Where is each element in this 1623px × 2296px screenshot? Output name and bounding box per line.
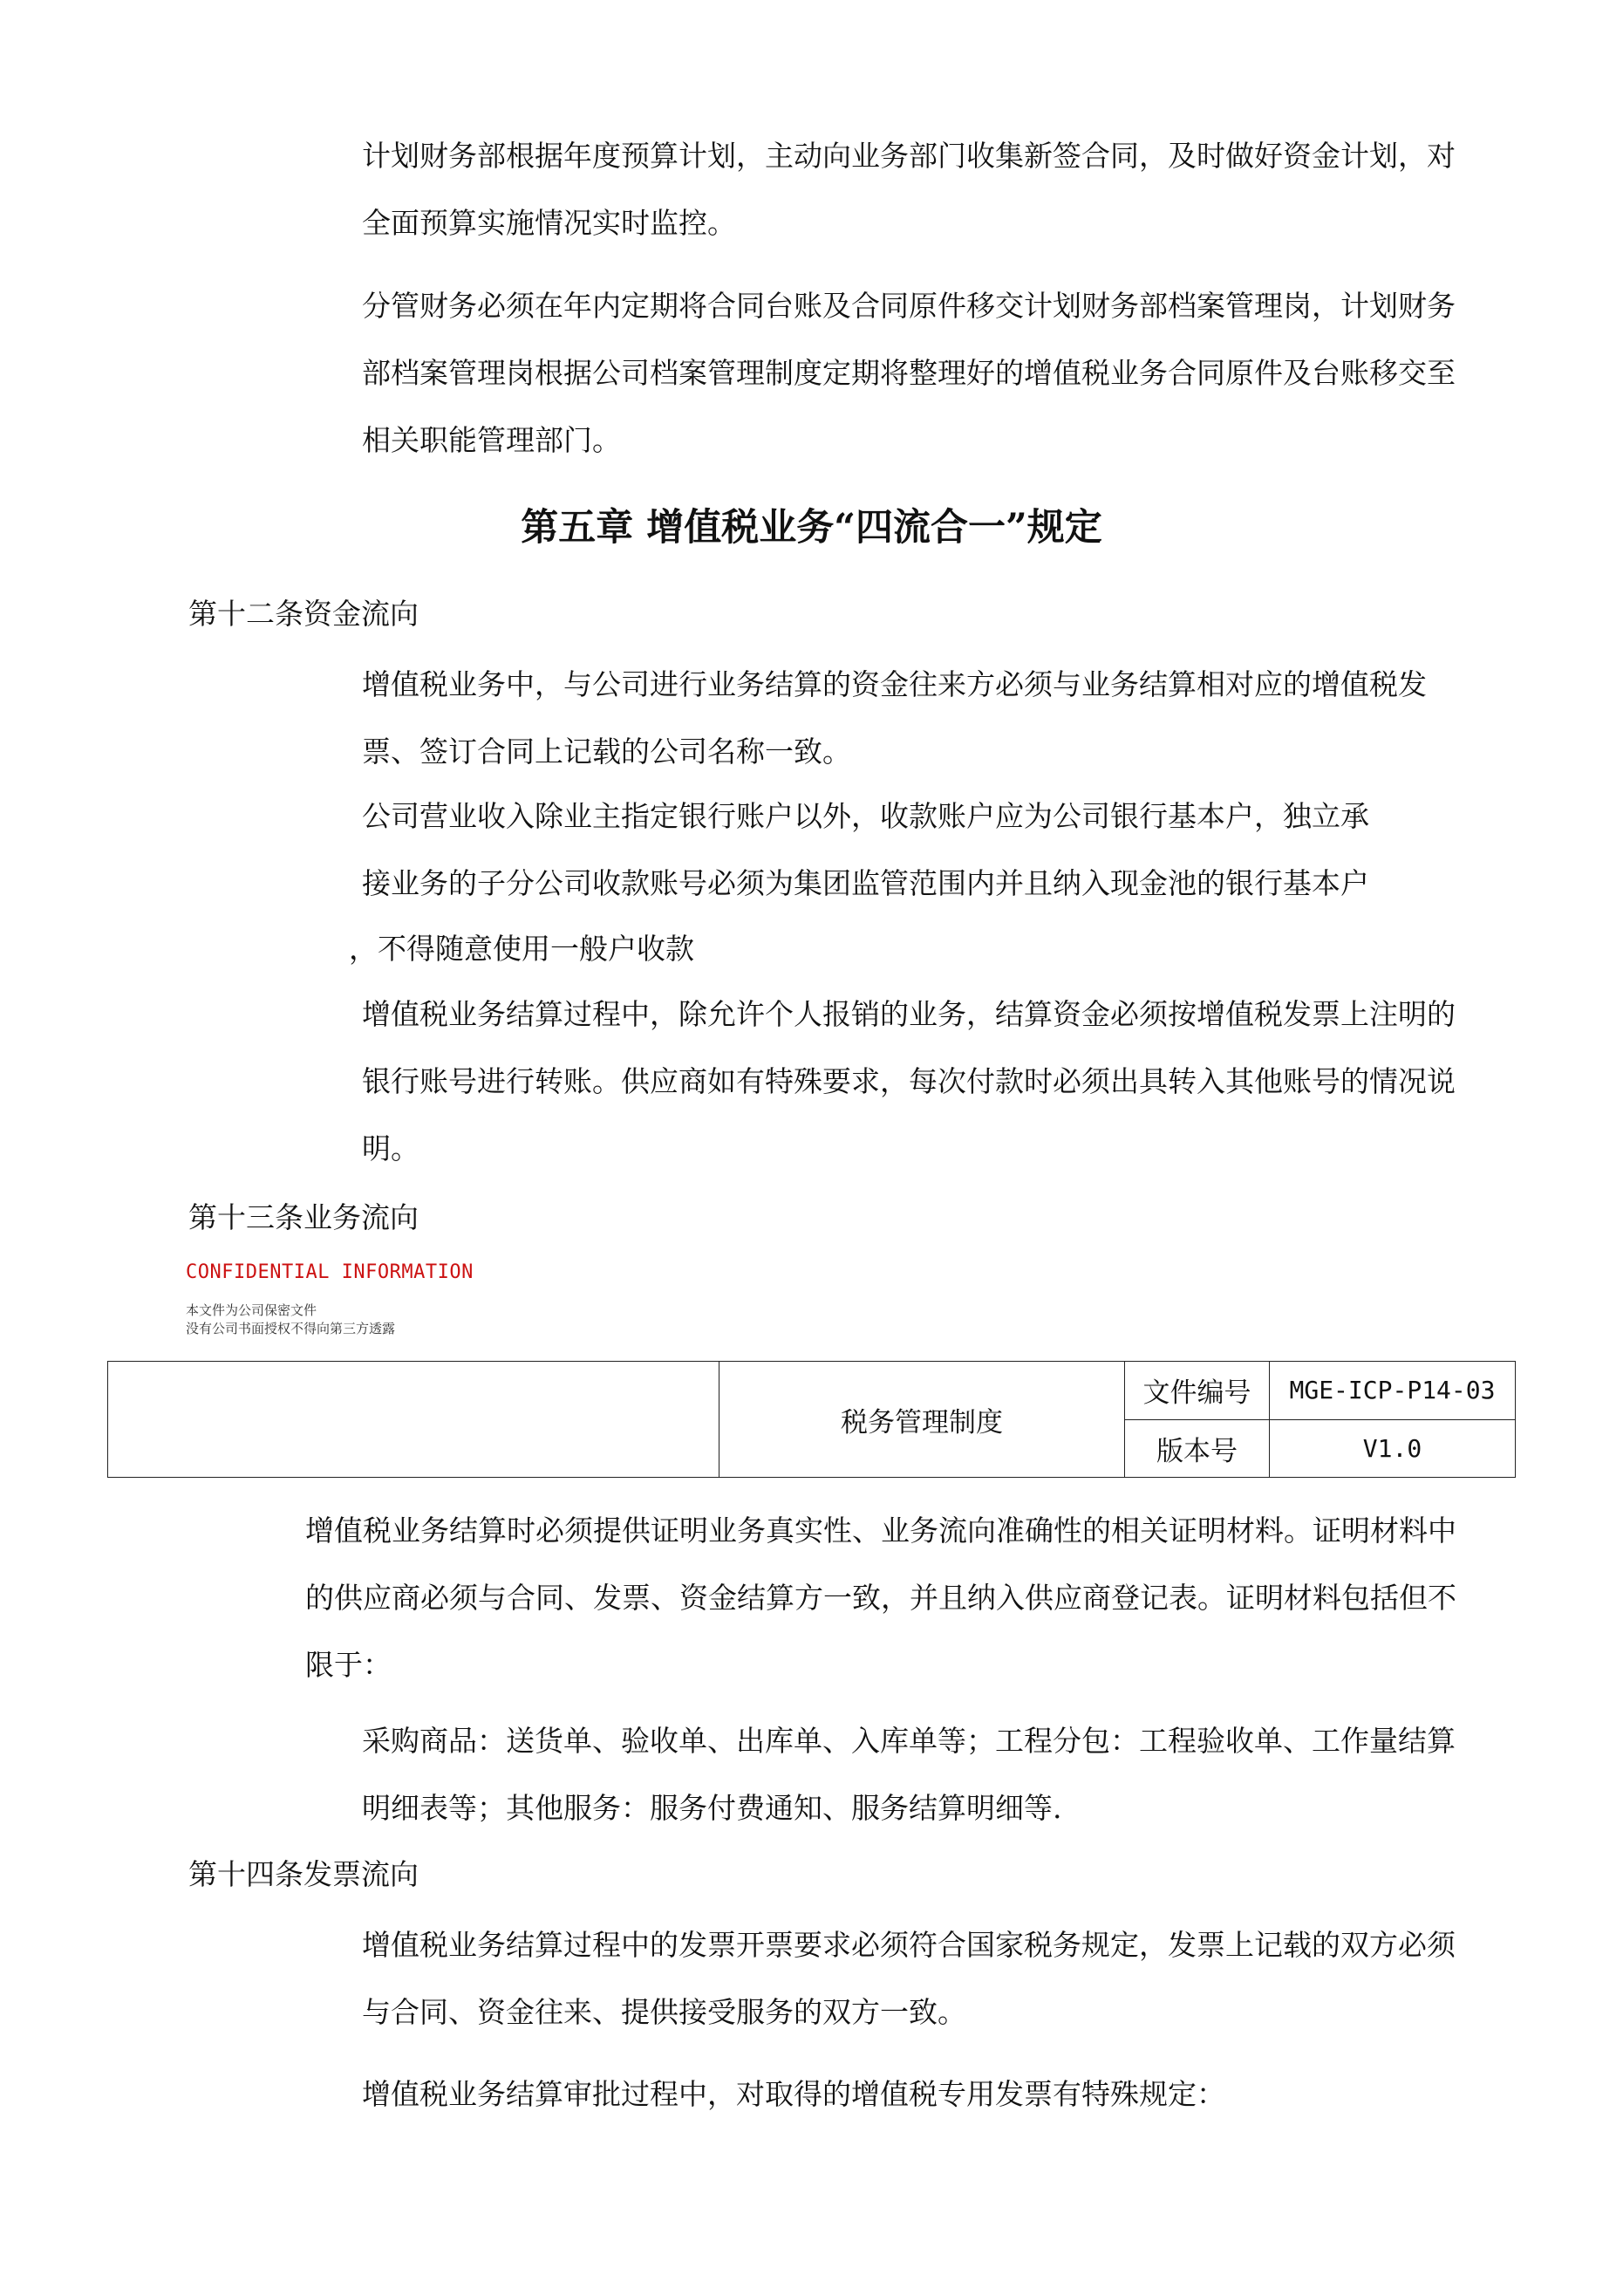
article-12-paragraph-2-line-1: 公司营业收入除业主指定银行账户以外，收款账户应为公司银行基本户，独立承	[362, 799, 1369, 833]
document-header-table	[107, 1361, 1516, 1478]
document-title: 税务管理制度	[719, 1362, 1125, 1478]
version-label: 版本号	[1125, 1419, 1270, 1478]
article-12-paragraph-2-line-2: 接业务的子分公司收款账号必须为集团监管范围内并且纳入现金池的银行基本户	[362, 866, 1369, 900]
version-value: V1.0	[1270, 1419, 1516, 1478]
document-number-label: 文件编号	[1125, 1362, 1270, 1420]
paragraph-budget-plan: 计划财务部根据年度预算计划，主动向业务部门收集新签合同，及时做好资金计划，对全面预算实施情况实时监控。	[362, 139, 1456, 240]
document-number-value: MGE-ICP-P14-03	[1270, 1362, 1516, 1420]
chapter-title: 第五章 增值税业务“四流合一”规定	[521, 506, 1102, 550]
article-13-paragraph-2: 采购商品：送货单、验收单、出库单、入库单等；工程分包：工程验收单、工作量结算明细表等；其他服务：服务付费通知、服务结算明细等.	[362, 1724, 1456, 1825]
article-12-paragraph-1: 增值税业务中，与公司进行业务结算的资金往来方必须与业务结算相对应的增值税发票、签订合同上记载的公司名称一致。	[362, 667, 1427, 769]
confidential-label: CONFIDENTIAL INFORMATION	[186, 1261, 474, 1283]
article-14-heading: 第十四条发票流向	[188, 1857, 419, 1891]
article-12-heading: 第十二条资金流向	[188, 597, 419, 631]
confidential-note-1: 本文件为公司保密文件	[186, 1302, 317, 1318]
article-14-paragraph-1: 增值税业务结算过程中的发票开票要求必须符合国家税务规定，发票上记载的双方必须与合同、资金往来、提供接受服务的双方一致。	[362, 1928, 1456, 2029]
article-12-paragraph-2-line-3: ，不得随意使用一般户收款	[349, 932, 694, 966]
article-13-heading: 第十三条业务流向	[188, 1200, 419, 1234]
confidential-note-2: 没有公司书面授权不得向第三方透露	[186, 1321, 396, 1336]
header-blank-cell	[108, 1362, 719, 1478]
article-13-paragraph-1: 增值税业务结算时必须提供证明业务真实性、业务流向准确性的相关证明材料。证明材料中的供应商必须与合同、发票、资金结算方一致，并且纳入供应商登记表。证明材料包括但不限于：	[305, 1514, 1456, 1682]
article-14-paragraph-2: 增值税业务结算审批过程中，对取得的增值税专用发票有特殊规定：	[362, 2077, 1225, 2111]
article-12-paragraph-3: 增值税业务结算过程中，除允许个人报销的业务，结算资金必须按增值税发票上注明的银行账号进行转账。供应商如有特殊要求，每次付款时必须出具转入其他账号的情况说明。	[362, 997, 1456, 1165]
paragraph-contract-archive: 分管财务必须在年内定期将合同台账及合同原件移交计划财务部档案管理岗，计划财务部档案管理岗根据公司档案管理制度定期将整理好的增值税业务合同原件及台账移交至相关职能管理部门。	[362, 289, 1456, 457]
